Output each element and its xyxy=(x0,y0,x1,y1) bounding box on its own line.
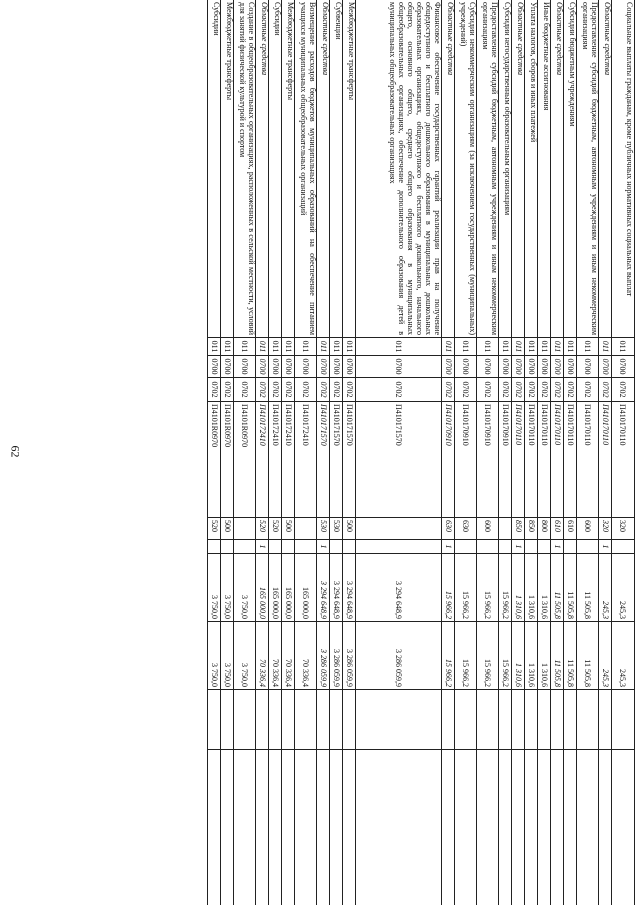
row-code-vr xyxy=(356,518,442,540)
row-code-g: 011 xyxy=(612,338,634,356)
row-amount-1: 245,3 xyxy=(612,554,634,622)
table-row xyxy=(611,0,634,905)
row-code-r: 0700 xyxy=(577,356,599,378)
row-code-r: 0700 xyxy=(442,356,455,378)
row-name: Возмещение расходов бюджетов муниципальных образований на обеспечение питанием учащихся муниципальных общеобразовательных организаций xyxy=(295,0,317,338)
row-amount-3 xyxy=(525,690,538,750)
row-amount-2: 3 286 059,9 xyxy=(343,622,356,690)
row-name: Субсидии xyxy=(269,0,282,338)
row-code-vr: 630 xyxy=(442,518,455,540)
row-code-cs: П410170910 xyxy=(499,402,512,518)
row-mark xyxy=(330,540,343,554)
row-amount-2: 15 966,2 xyxy=(442,622,455,690)
row-code-vr xyxy=(295,518,317,540)
row-mark: 1 xyxy=(256,540,269,554)
row-name: Иные бюджетные ассигнования xyxy=(538,0,551,338)
row-amount-3 xyxy=(269,690,282,750)
row-amount-3 xyxy=(564,690,577,750)
row-name: Создание в общеобразовательных организациях, расположенных в сельской местности, условий для занятий физической культурой и спортом xyxy=(234,0,256,338)
row-code-g: 011 xyxy=(564,338,577,356)
row-code-g: 011 xyxy=(282,338,295,356)
table-row xyxy=(233,0,256,905)
row-code-cs: П410170110 xyxy=(564,402,577,518)
row-amount-1: 165 000,0 xyxy=(256,554,269,622)
row-code-vr: 520 xyxy=(269,518,282,540)
row-amount-1: 3 750,0 xyxy=(221,554,234,622)
row-code-r: 0700 xyxy=(551,356,564,378)
row-name: Областные средства xyxy=(442,0,455,338)
row-code-r: 0700 xyxy=(525,356,538,378)
row-amount-1: 165 000,0 xyxy=(282,554,295,622)
row-amount-1: 15 966,2 xyxy=(455,554,477,622)
row-amount-2: 15 966,2 xyxy=(499,622,512,690)
row-amount-1: 165 000,0 xyxy=(269,554,282,622)
row-code-p: 0702 xyxy=(477,378,499,402)
row-code-r: 0700 xyxy=(599,356,612,378)
row-code-vr: 600 xyxy=(577,518,599,540)
row-amount-2: 70 336,4 xyxy=(269,622,282,690)
row-amount-1: 3 750,0 xyxy=(208,554,221,622)
row-code-vr: 530 xyxy=(317,518,330,540)
row-mark xyxy=(538,540,551,554)
row-amount-1: 1 310,6 xyxy=(525,554,538,622)
row-mark: 1 xyxy=(599,540,612,554)
row-amount-2: 3 750,0 xyxy=(234,622,256,690)
row-amount-3 xyxy=(356,690,442,750)
row-amount-2: 1 310,6 xyxy=(525,622,538,690)
table-row xyxy=(220,0,234,905)
row-code-cs: П4101R0970 xyxy=(208,402,221,518)
row-name: Социальные выплаты гражданам, кроме публичных нормативных социальных выплат xyxy=(612,0,634,338)
row-amount-1: 11 505,8 xyxy=(564,554,577,622)
row-name: Субсидии бюджетным учреждениям xyxy=(564,0,577,338)
row-code-cs: П410172410 xyxy=(282,402,295,518)
row-code-cs: П410170110 xyxy=(599,402,612,518)
row-amount-1: 15 966,2 xyxy=(477,554,499,622)
row-amount-3 xyxy=(442,690,455,750)
row-amount-3 xyxy=(256,690,269,750)
row-name: Областные средства xyxy=(317,0,330,338)
row-code-cs: П410171570 xyxy=(317,402,330,518)
row-code-g: 011 xyxy=(234,338,256,356)
table-row xyxy=(576,0,599,905)
row-code-p: 0702 xyxy=(512,378,525,402)
row-code-p: 0702 xyxy=(455,378,477,402)
row-name: Финансовое обеспечение государственных гарантий реализации прав на получение общедоступного и бесплатного дошкольного образования в муниципальных дошкольных образовательных организациях, общедоступного и бесплатного дошкольного, начального общего, основного общего, среднего общего образования в муниципальных общеобразовательных организациях, обеспечение дополнительного образования детей в муниципальных общеобразовательных организациях xyxy=(356,0,442,338)
row-mark xyxy=(499,540,512,554)
row-amount-2: 3 286 059,9 xyxy=(356,622,442,690)
row-code-r: 0700 xyxy=(282,356,295,378)
row-code-g: 011 xyxy=(343,338,356,356)
row-code-r: 0700 xyxy=(512,356,525,378)
row-code-g: 011 xyxy=(208,338,221,356)
table-row xyxy=(476,0,499,905)
row-name: Областные средства xyxy=(551,0,564,338)
row-amount-2: 70 336,4 xyxy=(256,622,269,690)
row-code-r: 0700 xyxy=(208,356,221,378)
row-name: Межбюджетные трансферты xyxy=(282,0,295,338)
row-code-g: 011 xyxy=(512,338,525,356)
row-code-r: 0700 xyxy=(356,356,442,378)
row-amount-3 xyxy=(295,690,317,750)
table-row xyxy=(498,0,512,905)
row-code-p: 0702 xyxy=(317,378,330,402)
row-amount-2: 15 966,2 xyxy=(455,622,477,690)
row-code-p: 0702 xyxy=(221,378,234,402)
row-amount-3 xyxy=(455,690,477,750)
row-amount-3 xyxy=(612,690,634,750)
row-amount-3 xyxy=(599,690,612,750)
row-code-p: 0702 xyxy=(295,378,317,402)
row-mark xyxy=(477,540,499,554)
table-row xyxy=(329,0,343,905)
row-amount-2: 1 310,6 xyxy=(538,622,551,690)
row-code-vr: 500 xyxy=(343,518,356,540)
rotated-page xyxy=(50,0,635,905)
row-name: Областные средства xyxy=(599,0,612,338)
row-name: Межбюджетные трансферты xyxy=(343,0,356,338)
table-row xyxy=(563,0,577,905)
row-mark xyxy=(612,540,634,554)
row-amount-2: 3 286 059,9 xyxy=(330,622,343,690)
row-code-r: 0700 xyxy=(477,356,499,378)
row-code-cs: П410170110 xyxy=(525,402,538,518)
row-amount-3 xyxy=(499,690,512,750)
table-row xyxy=(207,0,221,905)
row-code-cs: П410171570 xyxy=(343,402,356,518)
table-row xyxy=(255,0,269,905)
row-code-g: 011 xyxy=(269,338,282,356)
table-row xyxy=(281,0,295,905)
table-row xyxy=(316,0,330,905)
row-code-cs: П4101R0970 xyxy=(221,402,234,518)
row-code-p: 0702 xyxy=(343,378,356,402)
row-code-p: 0702 xyxy=(269,378,282,402)
row-mark xyxy=(356,540,442,554)
row-mark: 1 xyxy=(512,540,525,554)
row-code-cs: П410170910 xyxy=(442,402,455,518)
row-code-g: 011 xyxy=(538,338,551,356)
row-code-r: 0700 xyxy=(612,356,634,378)
row-amount-3 xyxy=(551,690,564,750)
row-code-g: 011 xyxy=(525,338,538,356)
row-code-p: 0702 xyxy=(538,378,551,402)
row-code-cs: П410172410 xyxy=(295,402,317,518)
row-code-g: 011 xyxy=(477,338,499,356)
row-mark xyxy=(234,540,256,554)
row-code-cs: П410170110 xyxy=(551,402,564,518)
row-code-r: 0700 xyxy=(317,356,330,378)
row-code-r: 0700 xyxy=(221,356,234,378)
row-mark xyxy=(564,540,577,554)
row-amount-3 xyxy=(208,690,221,750)
row-mark xyxy=(295,540,317,554)
row-code-cs: П410170110 xyxy=(538,402,551,518)
table-row xyxy=(511,0,525,905)
row-code-vr: 610 xyxy=(551,518,564,540)
row-amount-3 xyxy=(282,690,295,750)
row-code-vr: 500 xyxy=(221,518,234,540)
row-mark: 1 xyxy=(442,540,455,554)
row-name: Областные средства xyxy=(512,0,525,338)
row-code-cs: П410170110 xyxy=(512,402,525,518)
row-code-r: 0700 xyxy=(538,356,551,378)
row-code-cs: П4101R0970 xyxy=(234,402,256,518)
row-code-vr: 800 xyxy=(538,518,551,540)
row-code-g: 011 xyxy=(551,338,564,356)
table-top-rule xyxy=(634,0,635,905)
row-code-cs: П410172410 xyxy=(269,402,282,518)
row-amount-2: 70 336,4 xyxy=(295,622,317,690)
row-code-p: 0702 xyxy=(551,378,564,402)
row-code-p: 0702 xyxy=(208,378,221,402)
row-amount-2: 245,3 xyxy=(599,622,612,690)
row-amount-3 xyxy=(330,690,343,750)
row-mark xyxy=(525,540,538,554)
row-code-r: 0700 xyxy=(269,356,282,378)
row-code-cs: П410170910 xyxy=(477,402,499,518)
table-row xyxy=(537,0,551,905)
table-row xyxy=(441,0,455,905)
row-amount-3 xyxy=(317,690,330,750)
row-code-r: 0700 xyxy=(343,356,356,378)
row-amount-3 xyxy=(512,690,525,750)
table-row xyxy=(355,0,442,905)
row-amount-3 xyxy=(477,690,499,750)
row-name: Субсидии некоммерческим организациям (за исключением государственных (муниципальных) учреждений) xyxy=(455,0,477,338)
row-code-vr: 520 xyxy=(208,518,221,540)
table-row xyxy=(454,0,477,905)
row-name: Субвенции xyxy=(330,0,343,338)
row-code-cs: П410171570 xyxy=(356,402,442,518)
row-code-g: 011 xyxy=(330,338,343,356)
row-amount-1: 1 310,6 xyxy=(512,554,525,622)
row-code-vr: 320 xyxy=(599,518,612,540)
row-amount-1: 3 294 648,9 xyxy=(343,554,356,622)
row-name: Областные средства xyxy=(256,0,269,338)
row-code-g: 011 xyxy=(455,338,477,356)
row-name: Субсидии xyxy=(208,0,221,338)
row-code-p: 0702 xyxy=(282,378,295,402)
row-code-cs: П410170910 xyxy=(455,402,477,518)
row-code-g: 011 xyxy=(599,338,612,356)
row-mark xyxy=(221,540,234,554)
row-code-g: 011 xyxy=(356,338,442,356)
row-code-p: 0702 xyxy=(330,378,343,402)
row-amount-2: 3 750,0 xyxy=(208,622,221,690)
row-code-vr xyxy=(234,518,256,540)
row-code-vr: 850 xyxy=(512,518,525,540)
row-code-vr: 530 xyxy=(330,518,343,540)
row-code-r: 0700 xyxy=(256,356,269,378)
row-mark: 1 xyxy=(317,540,330,554)
row-code-vr xyxy=(499,518,512,540)
row-amount-2: 1 310,6 xyxy=(512,622,525,690)
row-code-p: 0702 xyxy=(442,378,455,402)
row-amount-2: 245,3 xyxy=(612,622,634,690)
row-amount-1: 165 000,0 xyxy=(295,554,317,622)
table-row xyxy=(598,0,612,905)
row-mark xyxy=(208,540,221,554)
row-amount-1: 3 750,0 xyxy=(234,554,256,622)
row-mark xyxy=(282,540,295,554)
row-name: Субсидии негосударственным образовательным организациям xyxy=(499,0,512,338)
row-amount-3 xyxy=(538,690,551,750)
row-amount-1: 1 310,6 xyxy=(538,554,551,622)
table-row xyxy=(342,0,356,905)
row-code-g: 011 xyxy=(221,338,234,356)
row-amount-1: 3 294 648,9 xyxy=(317,554,330,622)
budget-table xyxy=(50,0,635,905)
row-amount-1: 15 966,2 xyxy=(499,554,512,622)
row-mark: 1 xyxy=(551,540,564,554)
row-amount-2: 11 505,8 xyxy=(551,622,564,690)
row-mark xyxy=(455,540,477,554)
row-amount-1: 245,3 xyxy=(599,554,612,622)
row-code-r: 0700 xyxy=(234,356,256,378)
row-amount-2: 11 505,8 xyxy=(577,622,599,690)
row-code-p: 0702 xyxy=(499,378,512,402)
row-code-vr: 520 xyxy=(256,518,269,540)
row-code-g: 011 xyxy=(577,338,599,356)
row-code-cs: П410170110 xyxy=(577,402,599,518)
row-code-cs: П410171570 xyxy=(330,402,343,518)
table-row xyxy=(268,0,282,905)
row-code-vr: 850 xyxy=(525,518,538,540)
row-code-r: 0700 xyxy=(499,356,512,378)
row-code-vr: 600 xyxy=(477,518,499,540)
row-name: Предоставление субсидий бюджетным, автономным учреждениям и иным некоммерческим организациям xyxy=(577,0,599,338)
row-amount-1: 15 966,2 xyxy=(442,554,455,622)
row-name: Межбюджетные трансферты xyxy=(221,0,234,338)
page-number: 62 xyxy=(8,445,23,458)
row-code-p: 0702 xyxy=(612,378,634,402)
row-code-vr: 500 xyxy=(282,518,295,540)
row-mark xyxy=(577,540,599,554)
row-code-r: 0700 xyxy=(455,356,477,378)
row-amount-1: 11 505,8 xyxy=(551,554,564,622)
row-code-p: 0702 xyxy=(525,378,538,402)
row-code-r: 0700 xyxy=(564,356,577,378)
row-code-g: 011 xyxy=(256,338,269,356)
row-amount-1: 3 294 648,9 xyxy=(356,554,442,622)
row-mark xyxy=(269,540,282,554)
row-amount-3 xyxy=(343,690,356,750)
row-code-vr: 320 xyxy=(612,518,634,540)
row-code-p: 0702 xyxy=(234,378,256,402)
row-code-g: 011 xyxy=(442,338,455,356)
row-code-p: 0702 xyxy=(564,378,577,402)
row-amount-2: 3 750,0 xyxy=(221,622,234,690)
row-code-r: 0700 xyxy=(295,356,317,378)
row-amount-3 xyxy=(234,690,256,750)
row-name: Предоставление субсидий бюджетным, автономным учреждениям и иным некоммерческим организациям xyxy=(477,0,499,338)
row-code-cs: П410170110 xyxy=(612,402,634,518)
row-amount-1: 3 294 648,9 xyxy=(330,554,343,622)
row-amount-2: 15 966,2 xyxy=(477,622,499,690)
row-code-vr: 610 xyxy=(564,518,577,540)
row-code-g: 011 xyxy=(317,338,330,356)
row-amount-1: 11 505,8 xyxy=(577,554,599,622)
row-code-r: 0700 xyxy=(330,356,343,378)
row-amount-2: 11 505,8 xyxy=(564,622,577,690)
row-amount-3 xyxy=(577,690,599,750)
row-code-p: 0702 xyxy=(577,378,599,402)
row-amount-3 xyxy=(221,690,234,750)
row-code-g: 011 xyxy=(295,338,317,356)
row-code-g: 011 xyxy=(499,338,512,356)
row-code-cs: П410172410 xyxy=(256,402,269,518)
row-code-vr: 630 xyxy=(455,518,477,540)
row-name: Уплата налогов, сборов и иных платежей xyxy=(525,0,538,338)
row-code-p: 0702 xyxy=(356,378,442,402)
table-row xyxy=(524,0,538,905)
row-code-p: 0702 xyxy=(599,378,612,402)
row-amount-2: 3 286 059,9 xyxy=(317,622,330,690)
table-row xyxy=(550,0,564,905)
row-mark xyxy=(343,540,356,554)
table-row xyxy=(294,0,317,905)
row-code-p: 0702 xyxy=(256,378,269,402)
row-amount-2: 70 336,4 xyxy=(282,622,295,690)
